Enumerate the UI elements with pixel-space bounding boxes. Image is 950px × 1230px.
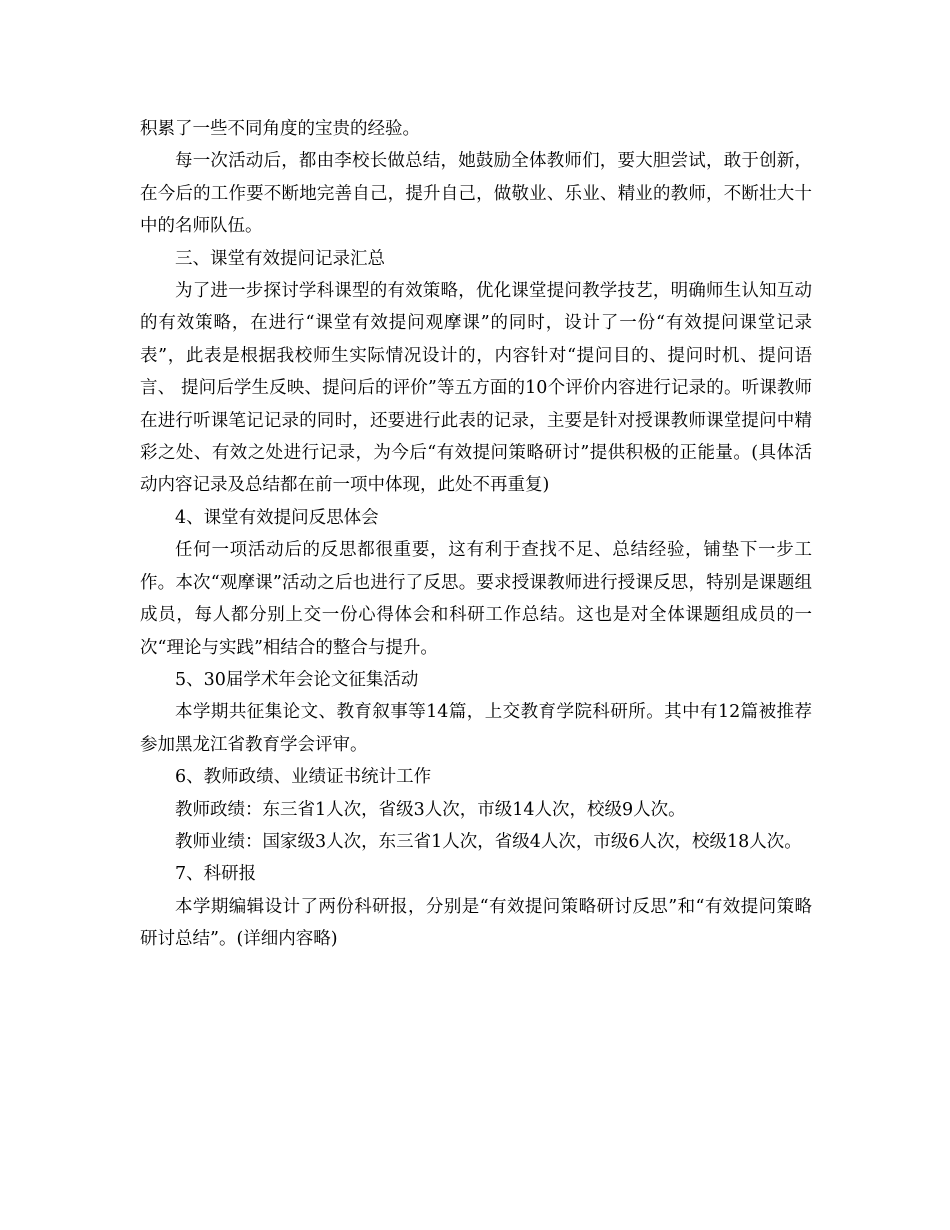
section-heading-3: 三、课堂有效提问记录汇总 (175, 248, 385, 269)
section-heading-4: 4、课堂有效提问反思体会 (175, 507, 379, 528)
section-heading-5: 5、30届学术年会论文征集活动 (175, 669, 419, 690)
paragraph-summary: 每一次活动后，都由李校长做总结，她鼓励全体教师们，要大胆尝试，敢于创新，在今后的工作要不断地完善自己，提升自己，做敬业、乐业、精业的教师，不断壮大十中的名师队伍。 (140, 151, 812, 237)
paragraph-political-achievements: 教师政绩：东三省1人次，省级3人次，市级14人次，校级9人次。 (175, 799, 686, 820)
paragraph-record-table: 为了进一步探讨学科课型的有效策略，优化课堂提问教学技艺，明确师生认知互动的有效策略，在进行“课堂有效提问观摩课”的同时，设计了一份“有效提问课堂记录表”，此表是根据我校师生实际情况设计的，内容针对“提问目的、提问时机、提问语言、 提问后学生反映、提问后的评价”等五方面的10个评价内容进行记录的。听课教师在进行听课笔记记录的同时，还要进行此表的记录，主要是针对授课教师课堂提问中精彩之处、有效之处进行记录，为今后“有效提问策略研讨”提供积极的正能量。(具体活动内容记录及总结都在前一项中体现，此处不再重复) (140, 281, 812, 496)
paragraph-research-newsletter: 本学期编辑设计了两份科研报，分别是“有效提问策略研讨反思”和“有效提问策略研讨总结”。(详细内容略) (140, 896, 812, 950)
section-heading-6: 6、教师政绩、业绩证书统计工作 (175, 767, 432, 788)
document-body (140, 113, 812, 956)
section-heading-7: 7、科研报 (175, 864, 257, 885)
paragraph-continuation: 积累了一些不同角度的宝贵的经验。 (140, 119, 420, 139)
paragraph-reflection: 任何一项活动后的反思都很重要，这有利于查找不足、总结经验，铺垫下一步工作。本次“观摩课”活动之后也进行了反思。要求授课教师进行授课反思，特别是课题组成员，每人都分别上交一份心得体会和科研工作总结。这也是对全体课题组成员的一次“理论与实践”相结合的整合与提升。 (140, 540, 812, 658)
paragraph-papers: 本学期共征集论文、教育叙事等14篇，上交教育学院科研所。其中有12篇被推荐参加黑龙江省教育学会评审。 (140, 702, 812, 755)
paragraph-work-achievements: 教师业绩：国家级3人次，东三省1人次，省级4人次，市级6人次，校级18人次。 (175, 831, 802, 852)
